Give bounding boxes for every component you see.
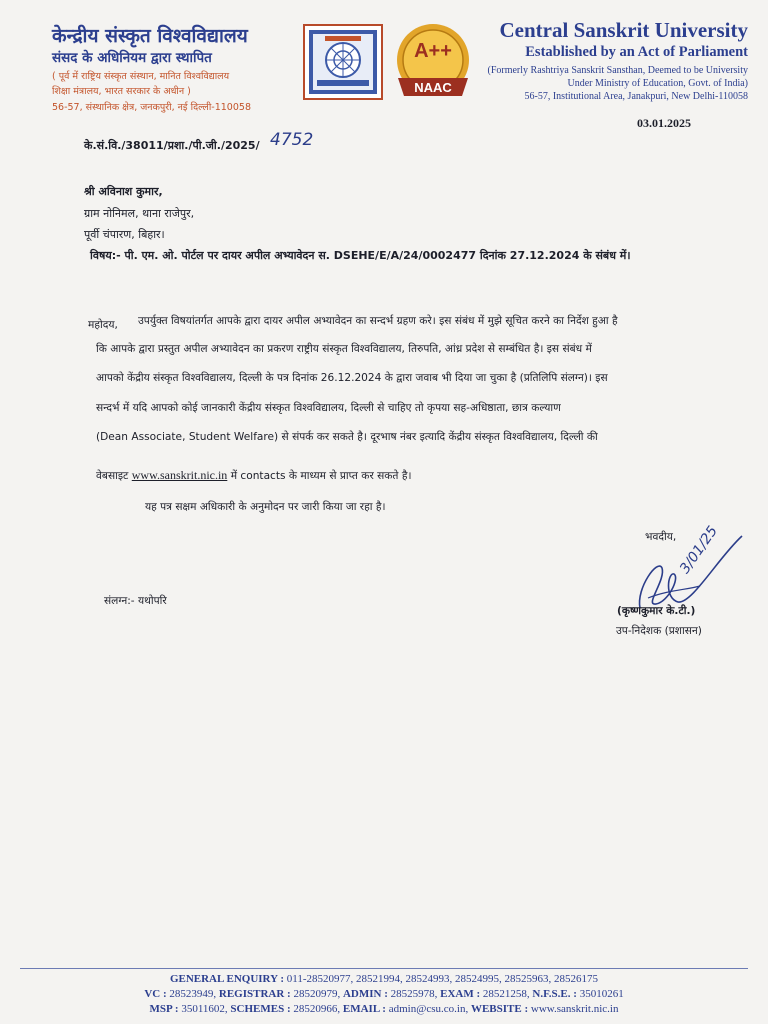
hindi-address-line: 56-57, संस्थानिक क्षेत्र, जनकपुरी, नई दिल्ली-110058 [52, 102, 251, 113]
body-line: सन्दर्भ में यदि आपको कोई जानकारी केंद्रीय संस्कृत विश्वविद्यालय, दिल्ली से चाहिए तो कृपया सह-अधिष्ठाता, छात्र कल्याण [96, 402, 561, 414]
english-ministry-line: Under Ministry of Education, Govt. of India) [567, 78, 748, 89]
body-line: कि आपके द्वारा प्रस्तुत अपील अभ्यावेदन का प्रकरण राष्ट्रीय संस्कृत विश्वविद्यालय, तिरुपति, आंध्र प्रदेश से सम्बंधित है। इस संबंध में [96, 343, 592, 355]
naac-badge [390, 22, 476, 104]
footer-divider [20, 968, 748, 969]
signatory-designation: उप-निदेशक (प्रशासन) [616, 625, 702, 637]
addressee-line-1: ग्राम नोनिमल, थाना राजेपुर, [84, 207, 195, 220]
subject-line: विषय:- पी. एम. ओ. पोर्टल पर दायर अपील अभ्यावेदन स. DSEHE/E/A/24/0002477 दिनांक 27.12.2024 के संबंध में। [90, 249, 631, 262]
addressee-name: श्री अविनाश कुमार, [84, 185, 163, 198]
handwritten-reference-number: 4752 [270, 130, 314, 150]
closing: भवदीय, [645, 531, 677, 543]
footer-general-enquiry: GENERAL ENQUIRY : 011-28520977, 28521994, 28524993, 28524995, 28525963, 28526175 [169, 973, 599, 985]
enclosure: संलग्न:- यथोपरि [104, 595, 167, 607]
signatory-name: (कृष्णकुमार के.टी.) [617, 605, 696, 617]
website-link[interactable]: www.sanskrit.nic.in [131, 468, 228, 482]
body-line: (Dean Associate, Student Welfare) से संपर्क कर सकते है। दूरभाष नंबर इत्यादि केंद्रीय संस्कृत विश्वविद्यालय, दिल्ली की [96, 431, 598, 443]
hindi-university-name: केन्द्रीय संस्कृत विश्वविद्यालय [52, 25, 248, 47]
hindi-former-name-line: ( पूर्व में राष्ट्रिय संस्कृत संस्थान, मानित विश्वविद्यालय [52, 71, 230, 82]
website-prefix: वेबसाइट [96, 470, 129, 482]
footer-website[interactable]: www.sanskrit.nic.in [530, 1003, 619, 1015]
footer-contacts-2: MSP : 35011602, SCHEMES : 28520966, EMAIL : admin@csu.co.in, WEBSITE : www.sanskrit.nic.in [149, 1003, 619, 1015]
hindi-established-line: संसद के अधिनियम द्वारा स्थापित [52, 50, 212, 66]
english-address-line: 56-57, Institutional Area, Janakpuri, New Delhi-110058 [524, 91, 748, 102]
university-emblem-logo [303, 24, 383, 100]
body-line: उपर्युक्त विषयांतर्गत आपके द्वारा दायर अपील अभ्यावेदन का सन्दर्भ ग्रहण करे। इस संबंध में मुझे सूचित करने का निर्देश हुआ है [138, 315, 618, 327]
reference-number: के.सं.वि./38011/प्रशा./पी.जी./2025/ [84, 139, 260, 152]
website-suffix: में contacts के माध्यम से प्राप्त कर सकते है। [230, 470, 412, 482]
naac-label: NAAC [414, 80, 452, 95]
addressee-line-2: पूर्वी चंपारण, बिहार। [84, 228, 165, 241]
hindi-ministry-line: शिक्षा मंत्रालय, भारत सरकार के अधीन ) [52, 86, 191, 97]
footer-contacts: VC : 28523949, REGISTRAR : 28520979, ADMIN : 28525978, EXAM : 28521258, N.F.S.E. : 35010261 [144, 988, 624, 1000]
footer-email[interactable]: admin@csu.co.in, [388, 1003, 469, 1015]
english-university-name: Central Sanskrit University [499, 18, 748, 42]
naac-grade: A++ [414, 40, 452, 62]
salutation: महोदय, [88, 319, 118, 331]
signature-date: 3/01/25 [676, 523, 722, 577]
body-line: आपको केंद्रीय संस्कृत विश्वविद्यालय, दिल्ली के पत्र दिनांक 26.12.2024 के द्वारा जवाब भी दिया जा चुका है (प्रतिलिपि संलग्न)। इस [96, 372, 608, 384]
approval-line: यह पत्र सक्षम अधिकारी के अनुमोदन पर जारी किया जा रहा है। [145, 501, 386, 513]
body-line-website [96, 468, 411, 483]
english-established-line: Established by an Act of Parliament [525, 44, 748, 60]
letter-date: 03.01.2025 [637, 116, 691, 130]
english-former-name-line: (Formerly Rashtriya Sanskrit Sansthan, Deemed to be University [487, 65, 748, 76]
